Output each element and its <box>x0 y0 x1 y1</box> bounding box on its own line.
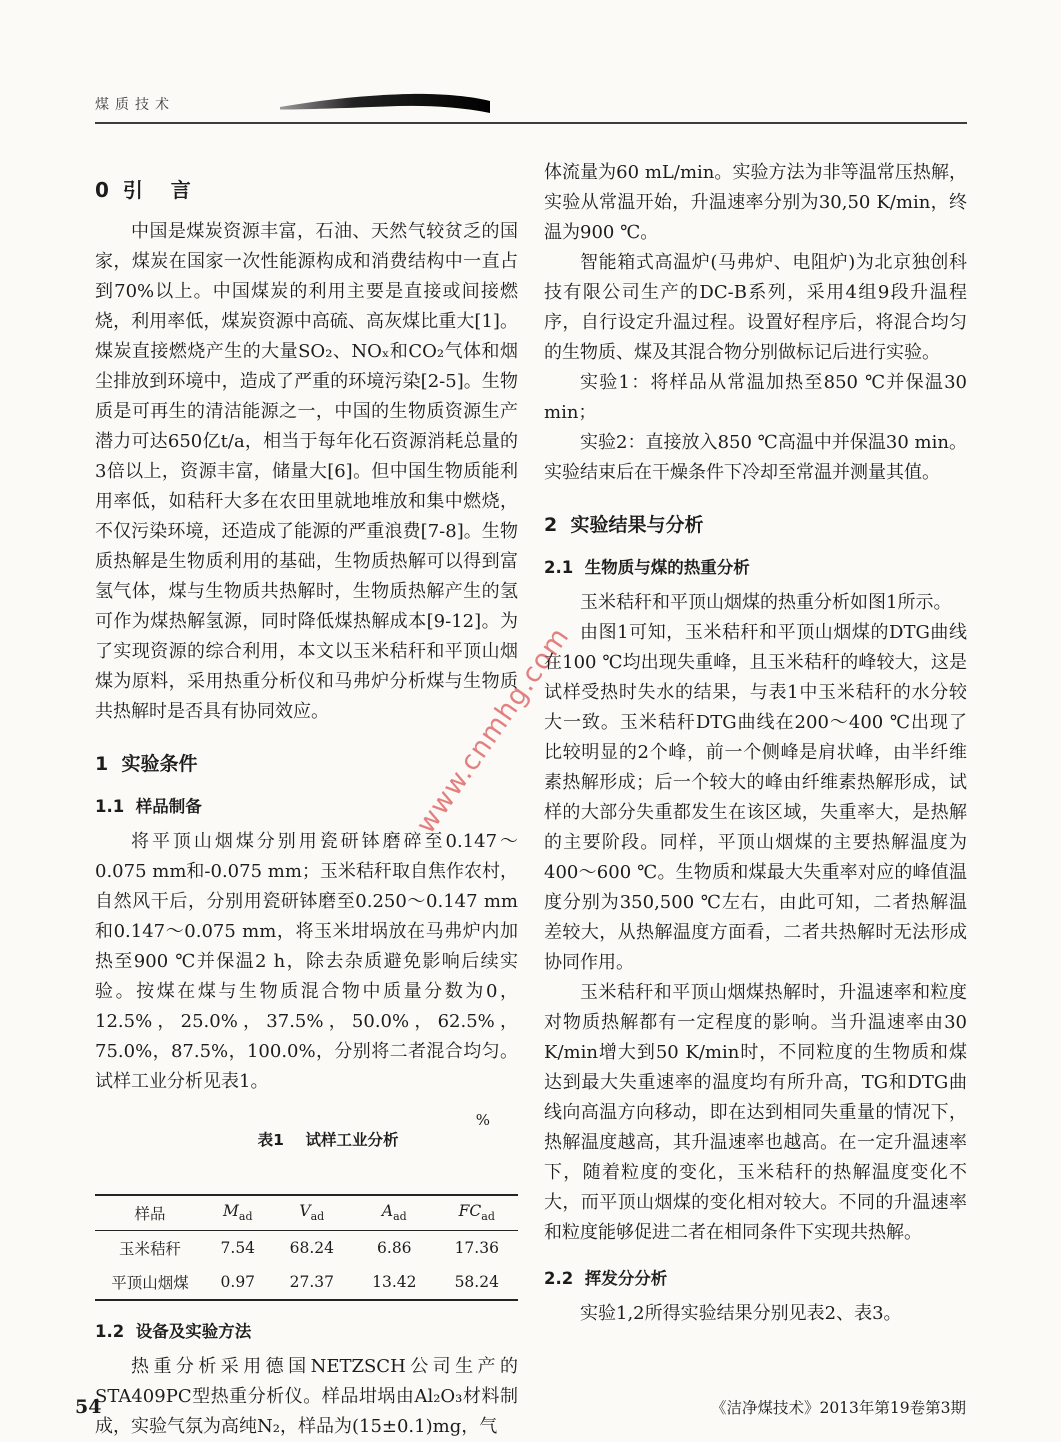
subsection-heading-tg-analysis: 2.1 生物质与煤的热重分析 <box>544 558 750 577</box>
left-column <box>95 158 518 1442</box>
section-heading-results: 2 实验结果与分析 <box>544 514 704 536</box>
table1-header-aad-symbol: A <box>381 1202 394 1221</box>
table-cell: 13.42 <box>372 1273 417 1291</box>
table1-caption: 表1 试样工业分析 <box>257 1131 399 1149</box>
table1-row-pingdingshan-coal <box>95 1265 518 1300</box>
tg-analysis-paragraph: 由图1可知，玉米秸秆和平顶山烟煤的DTG曲线在100 ℃均出现失重峰，且玉米秸秆的峰较大，这是试样受热时失水的结果，与表1中玉米秸秆的水分较大一致。玉米秸秆DTG曲线在200～400 ℃出现了比较明显的2个峰，前一个侧峰是肩状峰，由半纤维素热解形成；后一个较大的峰由纤维素热解形成，试样的大部分失重都发生在该区域，失重率大，是热解的主要阶段。同样，平顶山烟煤的主要热解温度为400～600 ℃。生物质和煤最大失重率对应的峰值温度分别为350,500 ℃左右，由此可知，二者热解温差较大，从热解温度方面看，二者共热解时无法形成协同作用。 <box>544 622 967 973</box>
header-brush-graphic <box>280 92 490 118</box>
table-cell: 7.54 <box>220 1239 256 1257</box>
table-cell: 58.24 <box>454 1273 499 1291</box>
right-column <box>544 158 967 1442</box>
journal-section-label: 煤质技术 <box>95 97 175 113</box>
table-cell: 17.36 <box>454 1239 499 1257</box>
page-footer <box>75 1396 966 1418</box>
subsection-heading-volatile: 2.2 挥发分分析 <box>544 1269 668 1288</box>
subsection-heading-equipment: 1.2 设备及实验方法 <box>95 1322 252 1341</box>
experiment2-paragraph: 实验2：直接放入850 ℃高温中并保温30 min。实验结束后在干燥条件下冷却至常温并测量其值。 <box>544 432 967 483</box>
table1-header-aad-subscript: ad <box>393 1210 407 1224</box>
table1-unit-label: % <box>475 1111 490 1129</box>
subsection-heading-sample-prep: 1.1 样品制备 <box>95 797 202 816</box>
section-heading-intro: 0 引 言 <box>95 178 191 202</box>
table1-header-vad-symbol: V <box>299 1202 311 1221</box>
journal-info: 《洁净煤技术》2013年第19卷第3期 <box>710 1399 966 1417</box>
heating-rate-paragraph: 玉米秸秆和平顶山烟煤热解时，升温速率和粒度对物质热解都有一定程度的影响。当升温速率由30 K/min增大到50 K/min时，不同粒度的生物质和煤达到最大失重速率的温度均有所升高，TG和DTG曲线向高温方向移动，即在达到相同失重量的情况下，热解温度越高，其升温速率也越高。在一定升温速率下，随着粒度的变化，玉米秸秆的热解温度变化不大，而平顶山烟煤的变化相对较大。不同的升温速率和粒度能够促进二者在相同条件下实现共热解。 <box>544 982 967 1243</box>
table-cell: 0.97 <box>220 1273 256 1291</box>
article-body <box>95 158 967 1442</box>
tg-intro-paragraph: 玉米秸秆和平顶山烟煤的热重分析如图1所示。 <box>580 592 952 613</box>
table1-header-sample: 样品 <box>134 1205 166 1223</box>
table1-header-fcad-symbol: FC <box>458 1202 482 1221</box>
table1-caption-row <box>95 1110 518 1186</box>
table1-header-mad-symbol: M <box>223 1202 239 1221</box>
equipment-paragraph: 热重分析采用德国NETZSCH公司生产的STA409PC型热重分析仪。样品坩埚由Al₂O₃材料制成，实验气氛为高纯N₂，样品为(15±0.1)mg，气 <box>95 1356 518 1437</box>
furnace-paragraph: 智能箱式高温炉(马弗炉、电阻炉)为北京独创科技有限公司生产的DC-B系列，采用4组9段升温程序，自行设定升温过程。设置好程序后，将混合均匀的生物质、煤及其混合物分别做标记后进行实验。 <box>544 252 967 363</box>
experiment1-paragraph: 实验1：将样品从常温加热至850 ℃并保温30 min； <box>544 372 967 423</box>
table-cell: 6.86 <box>377 1239 412 1257</box>
page-number: 54 <box>75 1396 102 1418</box>
page-header <box>95 94 967 122</box>
table1-header-mad <box>205 1195 271 1231</box>
section-heading-conditions: 1 实验条件 <box>95 753 198 775</box>
table1-header-vad <box>271 1195 353 1231</box>
table1-proximate-analysis <box>95 1194 518 1301</box>
table1-header-mad-subscript: ad <box>238 1210 253 1224</box>
table1-row-corn-stalk <box>95 1231 518 1266</box>
sample-prep-paragraph: 将平顶山烟煤分别用瓷研钵磨碎至0.147～0.075 mm和-0.075 mm；玉米秸秆取自焦作农村，自然风干后，分别用瓷研钵磨至0.250～0.147 mm和0.147～0.075 mm，将玉米坩埚放在马弗炉内加热至900 ℃并保温2 h，除去杂质避免影响后续实验。按煤在煤与生物质混合物中质量分数为0，12.5%，25.0%，37.5%，50.0%，62.5%，75.0%，87.5%，100.0%，分别将二者混合均匀。试样工业分析见表1。 <box>95 831 518 1092</box>
table1-header-aad <box>353 1195 435 1231</box>
table-cell: 平顶山烟煤 <box>111 1274 189 1292</box>
header-rule <box>95 122 967 124</box>
table-cell: 玉米秸秆 <box>118 1240 181 1258</box>
table-cell: 68.24 <box>289 1239 335 1257</box>
table-cell: 27.37 <box>289 1273 335 1291</box>
watermark: www.cnmhg.com <box>410 621 576 840</box>
method-continued-paragraph: 体流量为60 mL/min。实验方法为非等温常压热解，实验从常温开始，升温速率分别为30,50 K/min，终温为900 ℃。 <box>544 162 967 243</box>
table1-header-vad-subscript: ad <box>310 1210 325 1224</box>
intro-paragraph: 中国是煤炭资源丰富，石油、天然气较贫乏的国家，煤炭在国家一次性能源构成和消费结构中一直占到70%以上。中国煤炭的利用主要是直接或间接燃烧，利用率低，煤炭资源中高硫、高灰煤比重大[1]。煤炭直接燃烧产生的大量SO₂、NOₓ和CO₂气体和烟尘排放到环境中，造成了严重的环境污染[2-5]。生物质是可再生的清洁能源之一，中国的生物质资源生产潜力可达650亿t/a，相当于每年化石资源消耗总量的3倍以上，资源丰富，储量大[6]。但中国生物质能利用率低，如秸秆大多在农田里就地堆放和集中燃烧，不仅污染环境，还造成了能源的严重浪费[7-8]。生物质热解是生物质利用的基础，生物质热解可以得到富氢气体，煤与生物质共热解时，生物质热解产生的氢可作为煤热解氢源，同时降低煤热解成本[9-12]。为了实现资源的综合利用，本文以玉米秸秆和平顶山烟煤为原料，采用热重分析仪和马弗炉分析煤与生物质共热解时是否具有协同效应。 <box>95 221 518 722</box>
table1-header-fcad-subscript: ad <box>481 1210 495 1224</box>
table1-header-row <box>95 1195 518 1231</box>
table1-header-fcad <box>436 1195 518 1231</box>
volatile-paragraph: 实验1,2所得实验结果分别见表2、表3。 <box>580 1303 902 1324</box>
